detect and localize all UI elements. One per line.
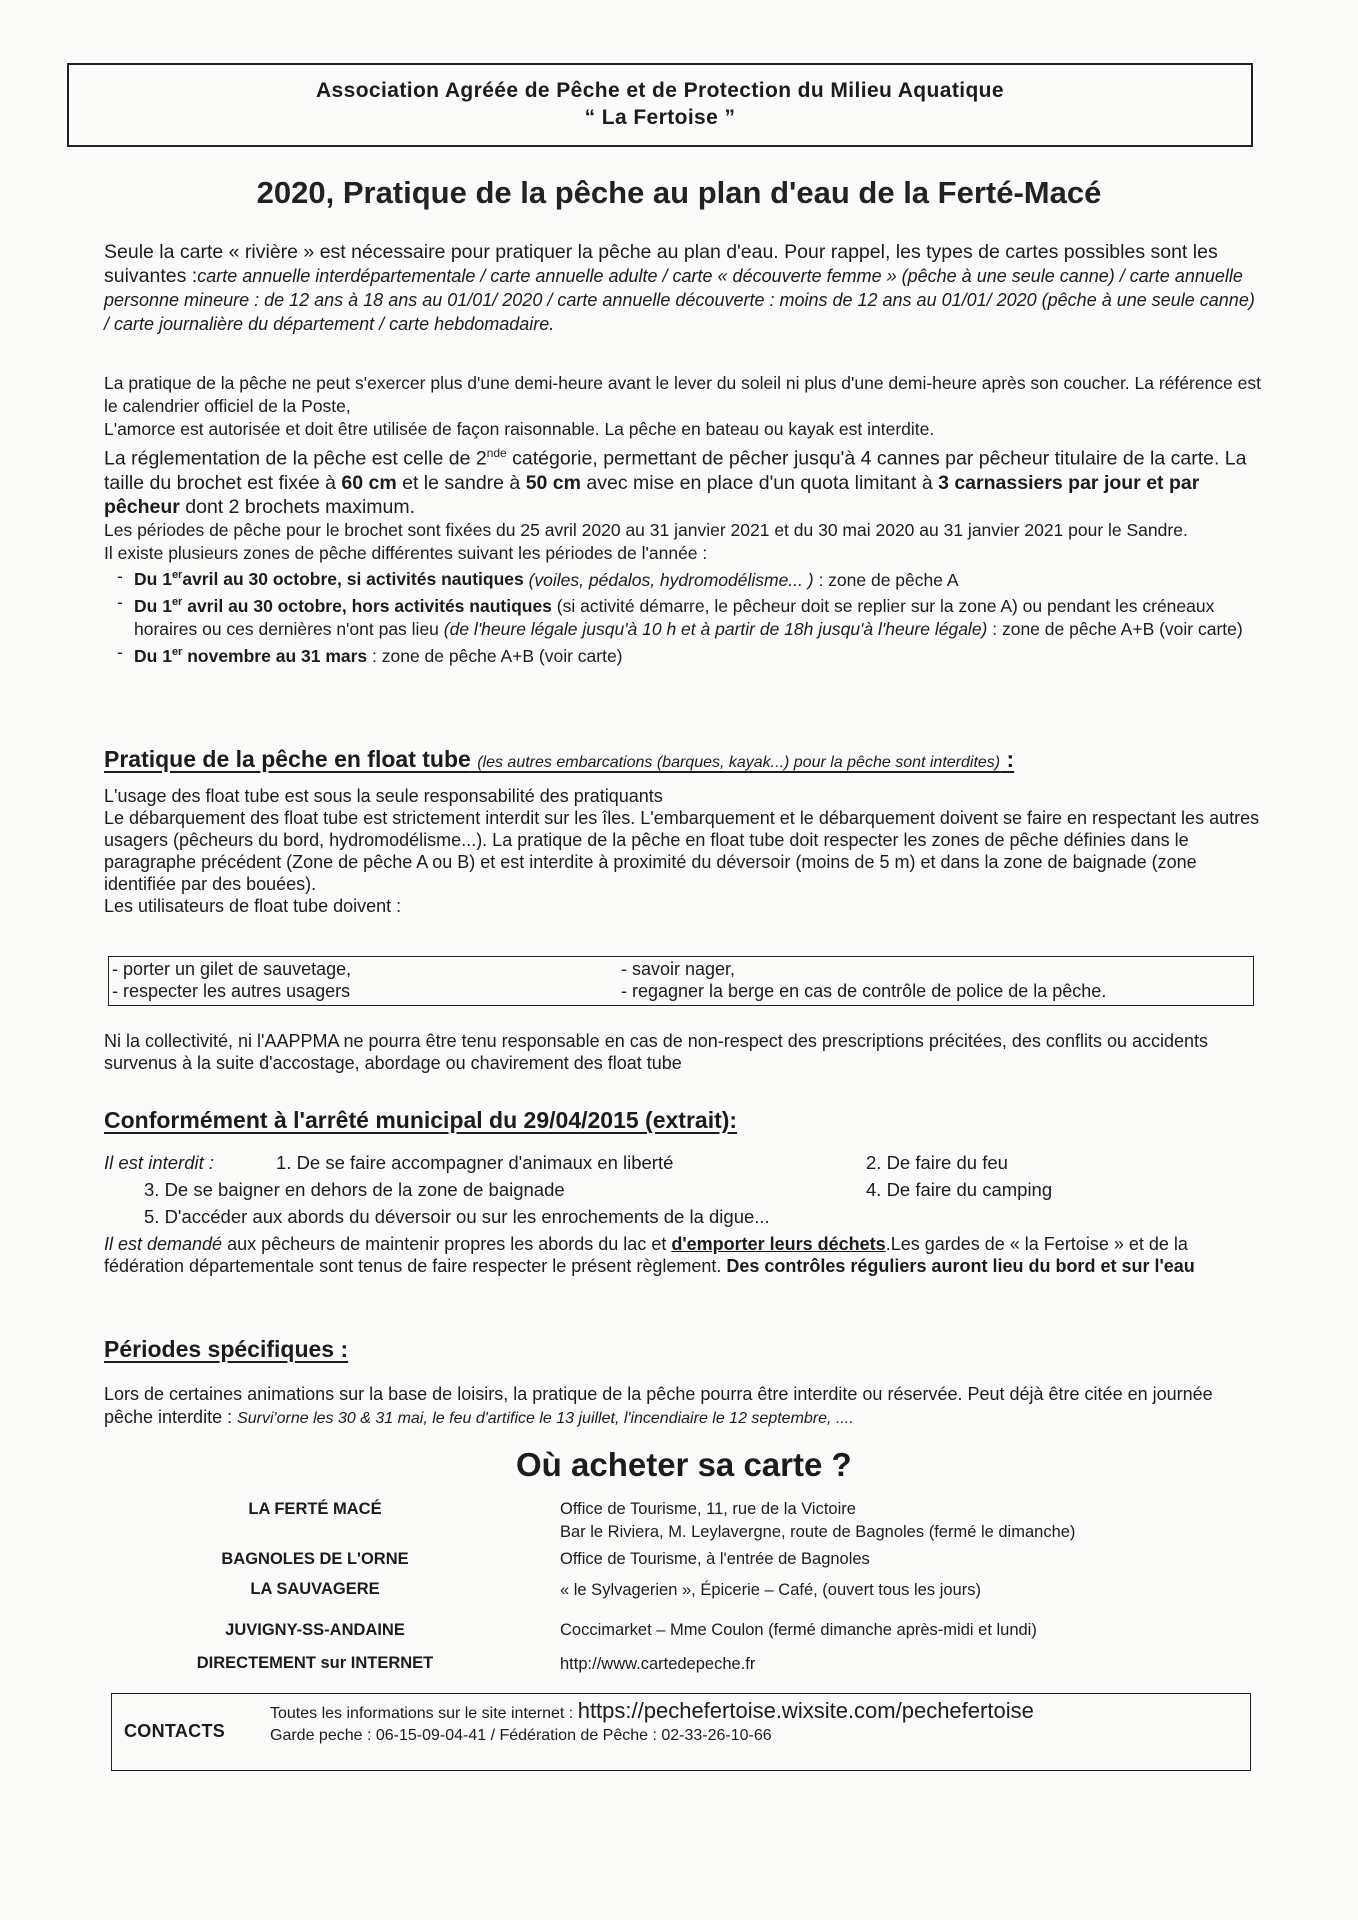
- zone3-pre: Du 1: [134, 645, 172, 666]
- zone-item: [134, 591, 1264, 641]
- zone1-sup: er: [171, 569, 183, 582]
- categorie-pre: La réglementation de la pêche est celle de 2: [104, 447, 487, 470]
- quota-pre: avec mise en place d'un quota limitant à: [580, 471, 939, 494]
- sandre-pre: et le sandre à: [396, 471, 526, 494]
- float-tube-p2: Le débarquement des float tube est strictement interdit sur les îles. L'embarquement et le débarquement doivent se faire en respectant les autres usagers (pêcheurs du bord, hydromodélisme...). La pratique de la pêche en float tube doit respecter les zones de pêche définies dans le paragraphe précédent (Zone de pêche A ou B) et est interdite à proximité du déversoir (moins de 5 m) et dans la zone de baignade (zone identifiée par des bouées).: [104, 808, 1260, 894]
- quota-bold: 3 carnassiers par jour et par pêcheur: [104, 471, 1200, 518]
- zone3-bold: novembre au 31 mars: [182, 645, 368, 666]
- brochet-taille: 60 cm: [341, 471, 397, 494]
- categorie-text: [104, 441, 1264, 519]
- quota-post: dont 2 brochets maximum.: [179, 495, 416, 518]
- obligation-item: - savoir nager,: [621, 959, 736, 979]
- float-tube-section: [104, 785, 1264, 917]
- reglement-section: [104, 372, 1264, 668]
- buy-place: LA FERTÉ MACÉ: [248, 1500, 382, 1518]
- intro-text: Seule la carte « rivière » est nécessaire pour pratiquer la pêche au plan d'eau. Pour rappel, les types de cartes possibles sont les suivantes :: [104, 241, 1218, 287]
- float-tube-p1: L'usage des float tube est sous la seule responsabilité des pratiquants: [104, 786, 663, 806]
- controles-text: Des contrôles réguliers auront lieu du bord et sur l'eau: [726, 1256, 1195, 1276]
- zone-item: [134, 565, 1264, 592]
- demande-it: Il est demandé: [104, 1234, 223, 1254]
- demande-text2: .Les gardes de « la Fertoise » et de la fédération départementale sont tenus de faire respecter le présent règlement.: [104, 1234, 1188, 1276]
- periodes-title: Périodes spécifiques :: [104, 1336, 349, 1362]
- zone1-pre: Du 1: [134, 569, 172, 590]
- arrete-row: [104, 1150, 1264, 1177]
- zone2-pre: Du 1: [134, 596, 172, 617]
- periodes-events: Survi'orne les 30 & 31 mai, le feu d'artifice le 13 juillet, l'incendiaire le 12 septembre, ....: [237, 1410, 854, 1427]
- intro-paragraph: [104, 240, 1264, 336]
- demande-text: aux pêcheurs de maintenir propres les abords du lac et: [222, 1234, 672, 1254]
- zone1-end: : zone de pêche A: [813, 569, 959, 590]
- horaires-text: La pratique de la pêche ne peut s'exercer plus d'une demi-heure avant le lever du soleil ni plus d'une demi-heure après son coucher. La référence est le calendrier officiel de la Poste,: [104, 373, 1261, 416]
- obligation-item: - regagner la berge en cas de contrôle de police de la pêche.: [621, 981, 1107, 1001]
- zone2-end: : zone de pêche A+B (voir carte): [987, 619, 1243, 640]
- arrete-item: 1. De se faire accompagner d'animaux en liberté: [276, 1152, 674, 1173]
- collectivite-text: Ni la collectivité, ni l'AAPPMA ne pourra être tenu responsable en cas de non-respect des prescriptions précitées, des conflits ou accidents survenus à la suite d'accostage, abordage ou chavirement des float tube: [104, 1031, 1209, 1073]
- arrete-row: [104, 1177, 1264, 1204]
- interdit-label: Il est interdit :: [104, 1152, 215, 1173]
- buy-detail: Coccimarket – Mme Coulon (fermé dimanche après-midi et lundi): [560, 1621, 1037, 1639]
- card-types: carte annuelle interdépartementale / carte annuelle adulte / carte « découverte femme » (pêche à une seule canne) / carte annuelle personne mineure : de 12 ans à 18 ans au 01/01/ 2020 / carte annuelle découverte : moins de 12 ans au 01/01/ 2020 (pêche à une seule canne) / carte journalière du département / carte hebdomadaire.: [104, 266, 1255, 334]
- buy-place: LA SAUVAGERE: [250, 1580, 380, 1598]
- buy-title: Où acheter sa carte ?: [516, 1446, 852, 1483]
- zones-list: [104, 565, 1264, 668]
- zone3-end: : zone de pêche A+B (voir carte): [367, 645, 623, 666]
- obligations-box: [108, 956, 1254, 1006]
- obligation-item: - respecter les autres usagers: [112, 981, 351, 1001]
- arrete-item: 5. D'accéder aux abords du déversoir ou sur les enrochements de la digue...: [144, 1206, 770, 1227]
- buy-detail: Bar le Riviera, M. Leylavergne, route de Bagnoles (fermé le dimanche): [560, 1523, 1076, 1541]
- association-short-name: “ La Fertoise ”: [584, 106, 736, 129]
- zone1-it: (voiles, pédalos, hydromodélisme... ): [523, 569, 814, 590]
- periodes-section: [104, 1383, 1264, 1430]
- arrete-item: 3. De se baigner en dehors de la zone de baignade: [144, 1179, 565, 1200]
- periodes-text: Lors de certaines animations sur la base de loisirs, la pratique de la pêche pourra être interdite ou réservée. Peut déjà être citée en journée pêche interdite :: [104, 1384, 1213, 1427]
- buy-detail: Office de Tourisme, 11, rue de la Victoire: [560, 1500, 856, 1518]
- buy-place: JUVIGNY-SS-ANDAINE: [225, 1621, 405, 1639]
- website-link[interactable]: https://pechefertoise.wixsite.com/pechefertoise: [577, 1698, 1034, 1723]
- float-tube-title: [104, 746, 1014, 773]
- arrete-demande: [104, 1233, 1264, 1277]
- header-box: [67, 63, 1253, 147]
- contacts-phones: Garde peche : 06-15-09-04-41 / Fédération de Pêche : 02-33-26-10-66: [270, 1727, 772, 1744]
- buy-detail: Office de Tourisme, à l'entrée de Bagnoles: [560, 1550, 870, 1568]
- buy-place: BAGNOLES DE L'ORNE: [221, 1550, 409, 1568]
- float-tube-title-text: Pratique de la pêche en float tube: [104, 746, 471, 772]
- categorie-sup: nde: [486, 446, 507, 460]
- zone3-sup: er: [171, 646, 183, 659]
- demande-dechets: d'emporter leurs déchets: [671, 1234, 886, 1254]
- contacts-info-pre: Toutes les informations sur le site internet :: [270, 1705, 578, 1722]
- arrete-item: 2. De faire du feu: [866, 1152, 1008, 1173]
- association-name: Association Agréée de Pêche et de Protection du Milieu Aquatique: [315, 79, 1004, 102]
- zone2-sup: er: [171, 596, 183, 609]
- arrete-row: [104, 1204, 1264, 1231]
- zone-item: [134, 641, 1264, 668]
- arrete-item: 4. De faire du camping: [866, 1179, 1053, 1200]
- arrete-title: Conformément à l'arrêté municipal du 29/04/2015 (extrait):: [104, 1107, 738, 1133]
- zone2-bold: avril au 30 octobre, hors activités nautiques: [182, 596, 552, 617]
- buy-link[interactable]: http://www.cartedepeche.fr: [560, 1655, 756, 1673]
- float-tube-colon: :: [1000, 746, 1015, 772]
- arrete-section: [104, 1150, 1264, 1277]
- contacts-info: [270, 1700, 1034, 1747]
- buy-detail: « le Sylvagerien », Épicerie – Café, (ouvert tous les jours): [560, 1581, 981, 1599]
- contacts-website-line: [270, 1700, 1034, 1725]
- float-tube-subtitle: (les autres embarcations (barques, kayak...) pour la pêche sont interdites): [477, 754, 1001, 771]
- periodes-text: Les périodes de pêche pour le brochet sont fixées du 25 avril 2020 au 31 janvier 2021 et du 30 mai 2020 au 31 janvier 2021 pour le Sandre.: [104, 519, 1188, 540]
- zones-intro: Il existe plusieurs zones de pêche différentes suivant les périodes de l'année :: [104, 542, 708, 563]
- zone2-text: (si activité démarre, le pêcheur doit se replier sur la zone A) ou pendant les créneaux horaires ou ces dernières n'ont pas lieu: [134, 596, 1215, 640]
- amorce-text: L'amorce est autorisée et doit être utilisée de façon raisonnable. La pêche en bateau ou kayak est interdite.: [104, 419, 935, 439]
- categorie-post: catégorie, permettant de pêcher jusqu'à 4 cannes par pêcheur titulaire de la carte. La taille du brochet est fixée à: [104, 447, 1247, 494]
- contacts-label: CONTACTS: [124, 1721, 226, 1741]
- zone1-bold: avril au 30 octobre, si activités nautiques: [182, 569, 524, 590]
- float-tube-p3: Les utilisateurs de float tube doivent :: [104, 896, 402, 916]
- contacts-box: [111, 1693, 1251, 1771]
- zone2-it: (de l'heure légale jusqu'à 10 h et à partir de 18h jusqu'à l'heure légale): [443, 619, 988, 640]
- buy-place: DIRECTEMENT sur INTERNET: [196, 1654, 434, 1672]
- obligation-item: - porter un gilet de sauvetage,: [112, 959, 352, 979]
- page-title: 2020, Pratique de la pêche au plan d'eau de la Ferté-Macé: [256, 175, 1102, 210]
- sandre-taille: 50 cm: [525, 471, 581, 494]
